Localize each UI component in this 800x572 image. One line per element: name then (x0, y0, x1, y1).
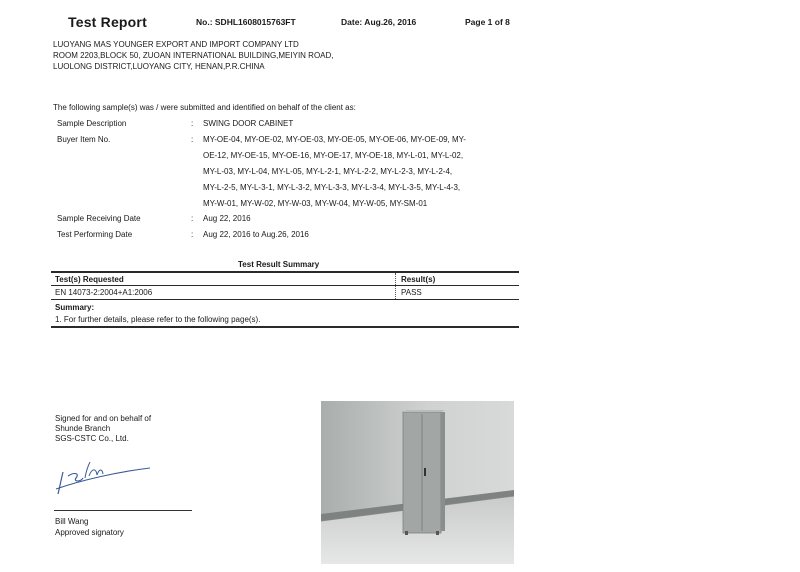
signing-company: SGS-CSTC Co., Ltd. (55, 434, 129, 443)
buyer-item-line: OE-12, MY-OE-15, MY-OE-16, MY-OE-17, MY-OE-18, MY-L-01, MY-L-02, (203, 151, 464, 160)
buyer-item-label: Buyer Item No. (57, 135, 111, 144)
colon: : (191, 214, 194, 223)
signed-on-behalf: Signed for and on behalf of (55, 414, 152, 423)
table-header-rule (51, 285, 519, 286)
handwritten-signature (52, 456, 162, 500)
colon: : (191, 119, 194, 128)
company-name: LUOYANG MAS YOUNGER EXPORT AND IMPORT COMPANY LTD (53, 40, 299, 49)
performing-date-label: Test Performing Date (57, 230, 133, 239)
performing-date-value: Aug 22, 2016 to Aug.26, 2016 (203, 230, 309, 239)
intro-text: The following sample(s) was / were submitted and identified on behalf of the client as: (53, 103, 356, 112)
report-title: Test Report (68, 14, 147, 30)
summary-table-heading: Test Result Summary (238, 260, 320, 269)
product-photo (321, 401, 514, 564)
test-result: PASS (401, 288, 422, 297)
colon: : (191, 230, 194, 239)
column-header-result: Result(s) (401, 275, 436, 284)
buyer-item-line: MY-L-03, MY-L-04, MY-L-05, MY-L-2-1, MY-L-2-2, MY-L-2-3, MY-L-2-4, (203, 167, 453, 176)
company-address-line2: LUOLONG DISTRICT,LUOYANG CITY, HENAN,P.R.CHINA (53, 62, 265, 71)
buyer-item-line: MY-W-01, MY-W-02, MY-W-03, MY-W-04, MY-W-05, MY-SM-01 (203, 199, 428, 208)
report-date: Date: Aug.26, 2016 (341, 17, 417, 27)
page-indicator: Page 1 of 8 (465, 17, 510, 27)
colon: : (191, 135, 194, 144)
signatory-role: Approved signatory (55, 528, 124, 537)
sample-description-value: SWING DOOR CABINET (203, 119, 294, 128)
summary-label: Summary: (55, 303, 95, 312)
column-header-test: Test(s) Requested (55, 275, 124, 284)
signature-line (54, 510, 192, 511)
company-address-line1: ROOM 2203,BLOCK 50, ZUOAN INTERNATIONAL BUILDING,MEIYIN ROAD, (53, 51, 334, 60)
column-separator (395, 273, 396, 299)
table-row-rule (51, 299, 519, 300)
test-standard: EN 14073-2:2004+A1:2006 (55, 288, 153, 297)
branch-name: Shunde Branch (55, 424, 111, 433)
table-top-rule (51, 271, 519, 273)
sample-description-label: Sample Description (57, 119, 127, 128)
buyer-item-line: MY-OE-04, MY-OE-02, MY-OE-03, MY-OE-05, MY-OE-06, MY-OE-09, MY- (203, 135, 466, 144)
report-number: No.: SDHL1608015763FT (196, 17, 296, 27)
receiving-date-label: Sample Receiving Date (57, 214, 141, 223)
table-bottom-rule (51, 326, 519, 328)
receiving-date-value: Aug 22, 2016 (203, 214, 251, 223)
buyer-item-line: MY-L-2-5, MY-L-3-1, MY-L-3-2, MY-L-3-3, MY-L-3-4, MY-L-3-5, MY-L-4-3, (203, 183, 461, 192)
buyer-item-list (203, 134, 515, 214)
signatory-name: Bill Wang (55, 517, 89, 526)
summary-note: 1. For further details, please refer to the following page(s). (55, 315, 261, 324)
